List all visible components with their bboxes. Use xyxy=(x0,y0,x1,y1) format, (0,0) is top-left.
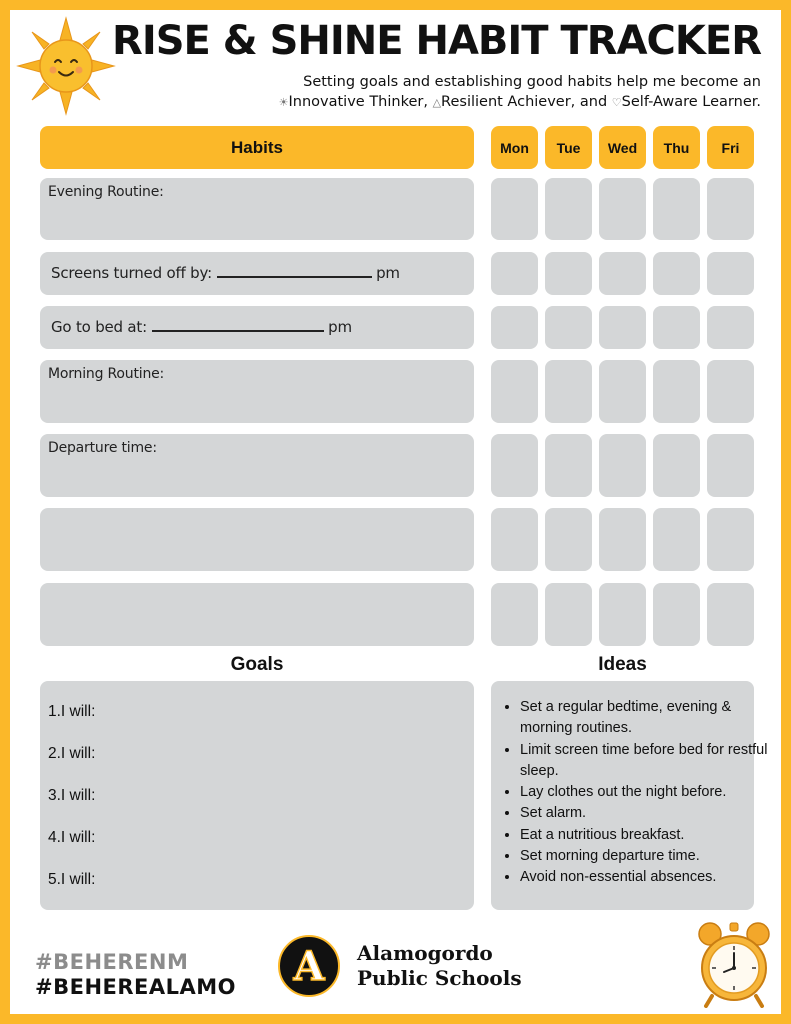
day-cell-evening-thu[interactable] xyxy=(653,178,700,240)
day-cell-departure-mon[interactable] xyxy=(491,434,538,497)
flask-icon: △ xyxy=(432,96,442,109)
day-cell-blank-1-mon[interactable] xyxy=(491,508,538,571)
logo-letter: A xyxy=(293,942,325,990)
day-cell-blank-2-thu[interactable] xyxy=(653,583,700,646)
trait-self-aware: Self-Aware Learner. xyxy=(621,94,761,110)
goals-box[interactable] xyxy=(40,681,474,910)
day-cell-bedtime-mon[interactable] xyxy=(491,306,538,349)
subtitle-line2 xyxy=(279,92,761,113)
day-cell-departure-tue[interactable] xyxy=(545,434,592,497)
day-cell-bedtime-thu[interactable] xyxy=(653,306,700,349)
bed-unit: pm xyxy=(328,318,352,336)
school-name xyxy=(357,941,522,991)
idea-item: • Avoid non-essential absences. xyxy=(520,867,770,888)
day-cell-blank-2-wed[interactable] xyxy=(599,583,646,646)
hashtag-behere-alamo: #BEHEREALAMO xyxy=(35,975,237,999)
day-cell-blank-2-mon[interactable] xyxy=(491,583,538,646)
day-cell-screens-wed[interactable] xyxy=(599,252,646,295)
day-cell-morning-mon[interactable] xyxy=(491,360,538,423)
day-header-wed: Wed xyxy=(599,126,646,169)
habit-label-screens xyxy=(51,264,400,282)
school-name-line1: Alamogordo xyxy=(357,941,493,965)
day-cell-morning-thu[interactable] xyxy=(653,360,700,423)
goal-item-3: 3.I will: xyxy=(48,787,96,804)
day-cell-evening-fri[interactable] xyxy=(707,178,754,240)
screens-label: Screens turned off by: xyxy=(51,264,212,282)
day-header-mon: Mon xyxy=(491,126,538,169)
day-cell-bedtime-tue[interactable] xyxy=(545,306,592,349)
day-cell-screens-fri[interactable] xyxy=(707,252,754,295)
trait-resilient: Resilient Achiever, and xyxy=(441,94,608,110)
screens-unit: pm xyxy=(376,264,400,282)
subtitle-line1: Setting goals and establishing good habits help me become an xyxy=(303,74,761,90)
goal-item-4: 4.I will: xyxy=(48,829,96,846)
idea-item: • Set morning departure time. xyxy=(520,846,770,867)
day-cell-screens-mon[interactable] xyxy=(491,252,538,295)
day-cell-departure-thu[interactable] xyxy=(653,434,700,497)
day-cell-screens-thu[interactable] xyxy=(653,252,700,295)
goals-title: Goals xyxy=(230,654,284,675)
heart-icon: ♡ xyxy=(611,96,622,109)
bed-label: Go to bed at: xyxy=(51,318,147,336)
day-cell-blank-2-fri[interactable] xyxy=(707,583,754,646)
habit-row-blank-1[interactable] xyxy=(40,508,474,571)
idea-item: • Limit screen time before bed for restful sleep. xyxy=(520,740,770,783)
goal-item-2: 2.I will: xyxy=(48,745,96,762)
habits-header: Habits xyxy=(40,126,474,169)
idea-item: • Eat a nutritious breakfast. xyxy=(520,825,770,846)
school-name-line2: Public Schools xyxy=(357,966,522,990)
page-title: RISE & SHINE HABIT TRACKER xyxy=(112,18,761,64)
goal-item-5: 5.I will: xyxy=(48,871,96,888)
day-cell-evening-mon[interactable] xyxy=(491,178,538,240)
day-cell-bedtime-wed[interactable] xyxy=(599,306,646,349)
day-header-thu: Thu xyxy=(653,126,700,169)
day-cell-morning-wed[interactable] xyxy=(599,360,646,423)
lightbulb-icon: ☀ xyxy=(278,96,289,109)
day-cell-screens-tue[interactable] xyxy=(545,252,592,295)
day-cell-evening-tue[interactable] xyxy=(545,178,592,240)
day-cell-morning-fri[interactable] xyxy=(707,360,754,423)
subtitle xyxy=(279,72,761,113)
hashtag-behere-nm: #BEHERENM xyxy=(35,950,189,974)
day-cell-morning-tue[interactable] xyxy=(545,360,592,423)
bed-time-blank[interactable] xyxy=(152,329,324,332)
habit-label-bedtime xyxy=(51,318,352,336)
habit-label-departure: Departure time: xyxy=(48,440,157,456)
school-logo xyxy=(278,935,340,997)
day-cell-departure-wed[interactable] xyxy=(599,434,646,497)
habit-row-blank-2[interactable] xyxy=(40,583,474,646)
day-cell-blank-1-thu[interactable] xyxy=(653,508,700,571)
idea-item: • Set alarm. xyxy=(520,803,770,824)
habit-label-evening: Evening Routine: xyxy=(48,184,164,200)
ideas-title: Ideas xyxy=(598,654,647,675)
day-cell-evening-wed[interactable] xyxy=(599,178,646,240)
screens-time-blank[interactable] xyxy=(217,275,372,278)
alarm-clock-icon xyxy=(694,918,774,1008)
habit-label-morning: Morning Routine: xyxy=(48,366,165,382)
idea-item: • Set a regular bedtime, evening & morning routines. xyxy=(520,697,770,740)
day-header-fri: Fri xyxy=(707,126,754,169)
day-cell-blank-1-tue[interactable] xyxy=(545,508,592,571)
trait-innovative: Innovative Thinker, xyxy=(288,94,428,110)
day-cell-blank-1-wed[interactable] xyxy=(599,508,646,571)
day-header-tue: Tue xyxy=(545,126,592,169)
day-cell-blank-1-fri[interactable] xyxy=(707,508,754,571)
goal-item-1: 1.I will: xyxy=(48,703,96,720)
ideas-list xyxy=(500,697,770,889)
idea-item: • Lay clothes out the night before. xyxy=(520,782,770,803)
sun-mascot-icon xyxy=(16,16,116,116)
day-cell-departure-fri[interactable] xyxy=(707,434,754,497)
day-cell-blank-2-tue[interactable] xyxy=(545,583,592,646)
day-cell-bedtime-fri[interactable] xyxy=(707,306,754,349)
